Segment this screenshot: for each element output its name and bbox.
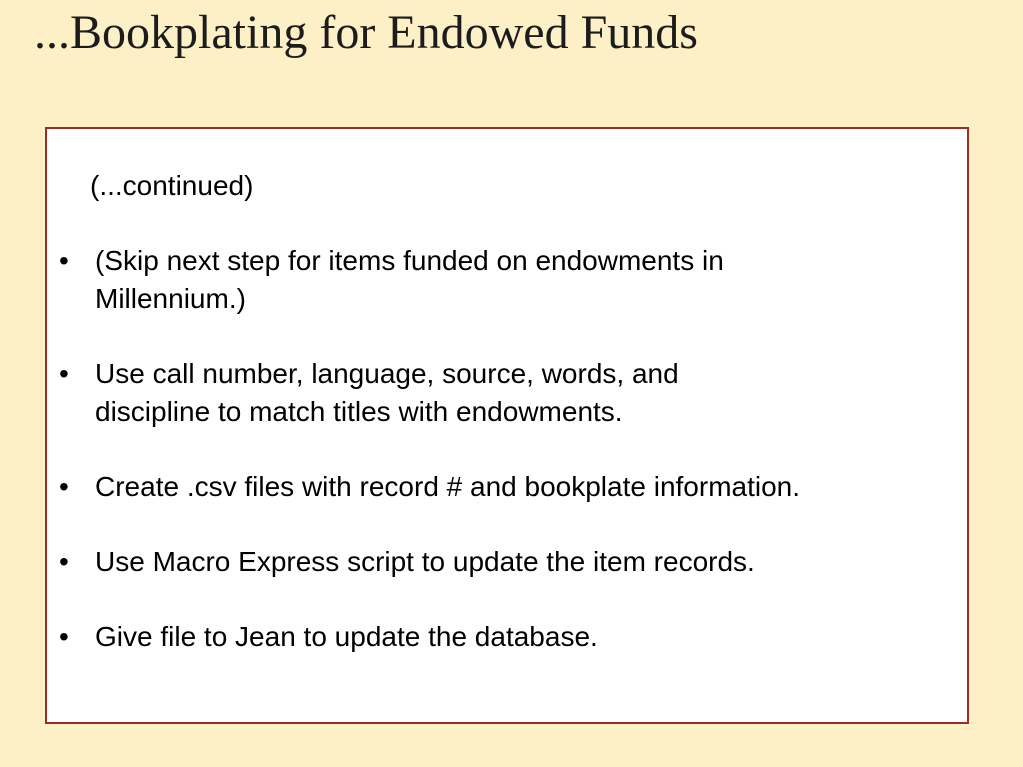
continued-note: (...continued): [90, 170, 254, 201]
bullet-text-line: Use Macro Express script to update the item records.: [95, 546, 755, 577]
bullet-list: [47, 242, 971, 693]
bullet-item-create-csv: [47, 468, 971, 506]
slide-title: ...Bookplating for Endowed Funds: [34, 6, 698, 59]
bullet-item-match-titles: [47, 355, 971, 431]
bullet-marker: •: [59, 621, 69, 652]
content-box: [45, 127, 969, 724]
bullet-item-macro-express: [47, 543, 971, 581]
bullet-text-line: Give file to Jean to update the database.: [95, 621, 598, 652]
bullet-text-line: Millennium.): [95, 283, 246, 314]
bullet-item-skip-step: [47, 242, 971, 318]
bullet-marker: •: [59, 358, 69, 389]
bullet-marker: •: [59, 546, 69, 577]
bullet-marker: •: [59, 471, 69, 502]
bullet-marker: •: [59, 245, 69, 276]
bullet-item-give-file: [47, 618, 971, 656]
bullet-text-line: Create .csv files with record # and bookplate information.: [95, 471, 801, 502]
bullet-text-line: discipline to match titles with endowments.: [95, 396, 623, 427]
bullet-text-line: Use call number, language, source, words, and: [95, 358, 679, 389]
bullet-text-line: (Skip next step for items funded on endowments in: [95, 245, 724, 276]
